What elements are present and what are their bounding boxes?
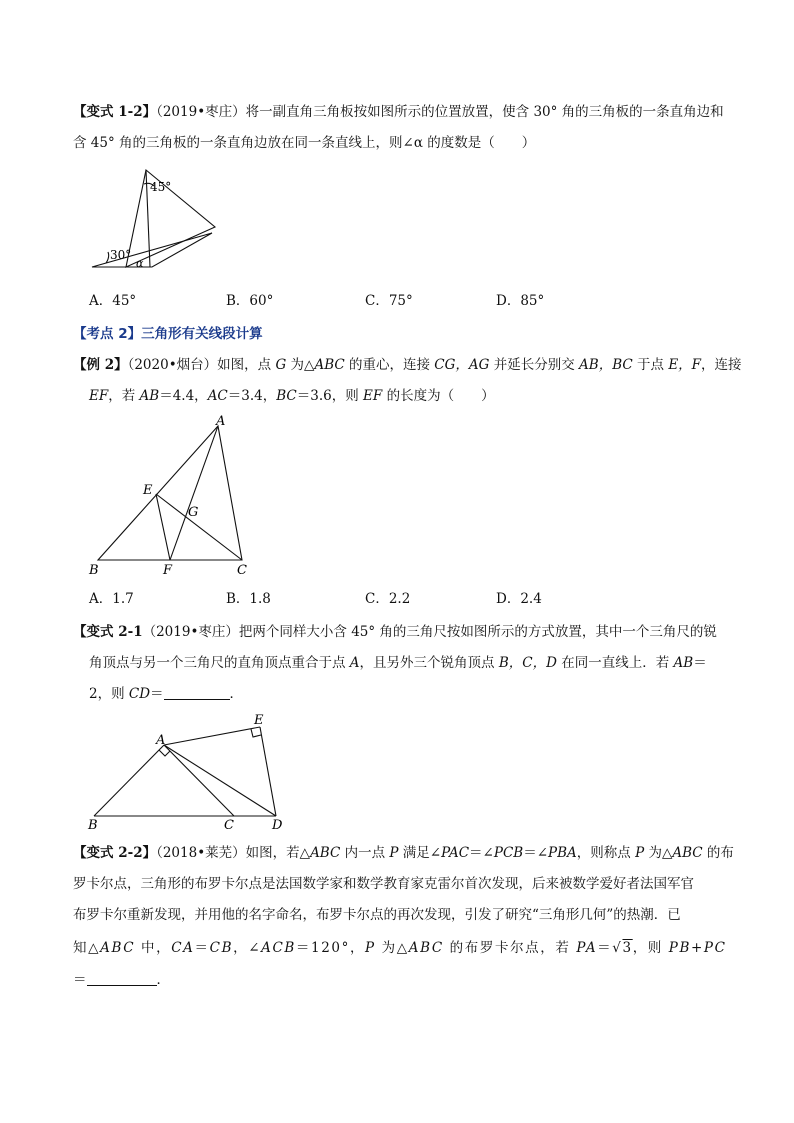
q22-source: （2018•莱芜）	[156, 845, 246, 861]
q21-segment-ac	[164, 745, 234, 816]
q1-line1	[73, 102, 753, 122]
q21-line2	[89, 653, 769, 673]
q22-line5	[73, 970, 753, 990]
ex2-var-bc: BC	[276, 388, 297, 404]
ex2-label-f: F	[163, 563, 173, 578]
kp2-title: 三角形有关线段计算	[141, 326, 263, 342]
q21-label-c: C	[224, 818, 234, 832]
ex2-text: ＝3.4，	[227, 388, 277, 404]
q22-text: 为△	[644, 845, 673, 861]
q1-label-45: 45°	[150, 180, 172, 194]
q22-text: ，∠	[233, 940, 262, 956]
q22-var: CA	[171, 940, 195, 956]
q1-text1: 将一副直角三角板按如图所示的位置放置，使含 30° 角的三角板的一条直角边和	[245, 104, 724, 120]
q22-var: ABC	[310, 845, 341, 861]
q22-text: ＝	[73, 972, 87, 988]
q21-segment-ae	[164, 727, 260, 745]
q21-text: ．	[229, 686, 244, 702]
ex2-var-abc: ABC	[314, 357, 345, 373]
q21-segment-ab	[94, 745, 164, 816]
q1-line2	[73, 133, 753, 153]
q22-text: 罗卡尔点，三角形的布罗卡尔点是法国数学家和数学教育家克雷尔首次发现，后来被数学爱好者法国军官	[73, 876, 694, 892]
ex2-choice-d[interactable]: D．2.4	[496, 591, 542, 607]
ex2-label-a: A	[216, 414, 226, 429]
q22-line4	[73, 938, 753, 958]
q21-text: 角顶点与另一个三角尺的直角顶点重合于点	[89, 655, 350, 671]
q22-answer-blank[interactable]	[87, 971, 157, 986]
ex2-text: 于点	[632, 357, 669, 373]
ex2-text: ，连接	[701, 357, 742, 373]
ex2-text: 的长度为（ ）	[382, 388, 495, 404]
q21-var-cd: CD	[128, 686, 151, 702]
q22-text: 知△	[73, 940, 101, 956]
q22-text: 的布	[702, 845, 734, 861]
q1-label-alpha: α	[136, 257, 144, 270]
q1-text2: 含 45° 角的三角板的一条直角边放在同一条直线上，则∠α 的度数是（ ）	[73, 135, 536, 151]
ex2-var-ef: EF	[363, 388, 383, 404]
q22-var: P	[635, 845, 645, 861]
q22-line1	[73, 843, 753, 863]
ex2-choice-c[interactable]: C．2.2	[365, 591, 411, 607]
q1-choice-a[interactable]: A．45°	[89, 293, 137, 309]
q21-right-angle-a	[159, 750, 170, 756]
q22-var: PBA	[548, 845, 577, 861]
q21-text: ＝	[150, 686, 164, 702]
q22-var: PB+PC	[668, 940, 727, 956]
q22-line2	[73, 874, 753, 894]
q22-sqrt-sign: √	[612, 940, 623, 956]
q1-tag: 【变式 1-2】	[73, 104, 157, 120]
q21-text: 2，则	[89, 686, 129, 702]
ex2-text: ＝4.4，	[159, 388, 208, 404]
ex2-var-g: G	[275, 357, 287, 373]
q22-line3	[73, 905, 753, 925]
q21-label-d: D	[272, 818, 283, 832]
q1-source: （2019•枣庄）	[156, 104, 246, 120]
q1-figure	[88, 164, 218, 272]
ex2-line1	[73, 355, 753, 375]
q21-right-angle-e	[251, 729, 261, 737]
q22-var: PAC	[441, 845, 470, 861]
q1-choice-c[interactable]: C．75°	[365, 293, 413, 309]
ex2-segment-af	[170, 426, 218, 560]
ex2-text: 为△	[286, 357, 315, 373]
ex2-label-g: G	[188, 505, 199, 520]
ex2-text: 如图，点	[217, 357, 276, 373]
q21-source: （2019•枣庄）	[142, 624, 239, 640]
q21-text: 把两个同样大小含 45° 角的三角尺按如图所示的方式放置，其中一个三角尺的锐	[238, 624, 717, 640]
q22-var: ABC	[672, 845, 703, 861]
q22-text: 中，	[135, 940, 172, 956]
q21-var-ab: AB	[673, 655, 694, 671]
q22-text: ，则称点	[576, 845, 636, 861]
ex2-choice-a[interactable]: A．1.7	[89, 591, 134, 607]
ex2-var-cg-ag: CG，AG	[434, 357, 490, 373]
ex2-text: 的重心，连接	[344, 357, 435, 373]
ex2-figure	[84, 412, 260, 580]
ex2-tag: 【例 2】	[73, 357, 128, 373]
q21-var-a: A	[349, 655, 360, 671]
ex2-var-ab: AB	[139, 388, 160, 404]
ex2-line2	[89, 386, 769, 406]
q22-text: ＝	[597, 940, 613, 956]
ex2-var-ab-bc: AB，BC	[579, 357, 633, 373]
kp2-heading	[73, 324, 753, 344]
q21-var-bcd: B，C，D	[498, 655, 557, 671]
kp2-tag: 【考点 2】	[73, 326, 142, 342]
q22-text: 的布罗卡尔点，若	[443, 940, 577, 956]
q1-label-30: 30°	[110, 248, 132, 262]
q1-choice-b[interactable]: B．60°	[226, 293, 274, 309]
ex2-label-b: B	[89, 563, 99, 578]
q22-var: PA	[576, 940, 598, 956]
q21-tag: 【变式 2-1	[73, 624, 143, 640]
q22-tag: 【变式 2-2】	[73, 845, 157, 861]
q22-text: 内一点	[340, 845, 390, 861]
q22-text: 为△	[375, 940, 409, 956]
q21-line1	[73, 622, 753, 642]
q22-sqrt-value: 3	[622, 940, 633, 956]
q22-var: ABC	[408, 940, 444, 956]
ex2-var-ac: AC	[207, 388, 228, 404]
q21-label-e: E	[254, 713, 264, 728]
q21-label-a: A	[156, 733, 166, 748]
ex2-label-e: E	[143, 483, 153, 498]
q21-answer-blank[interactable]	[164, 685, 230, 700]
ex2-triangle-abc	[98, 426, 242, 560]
q22-text: ＝120°，	[295, 940, 366, 956]
q22-text: ，则	[632, 940, 669, 956]
q1-angle-arc-30	[106, 252, 109, 263]
q22-var: ABC	[100, 940, 136, 956]
q22-text: 满足∠	[398, 845, 442, 861]
q22-var: P	[389, 845, 399, 861]
q22-text: 布罗卡尔重新发现，并用他的名字命名，布罗卡尔点的再次发现，引发了研究“三角形几何”的热潮．已	[73, 907, 681, 923]
ex2-text: ，若	[108, 388, 140, 404]
q21-text: 在同一直线上．若	[556, 655, 674, 671]
q22-var: CB	[209, 940, 234, 956]
ex2-var-ef: EF	[89, 388, 109, 404]
q21-text: ＝	[693, 655, 707, 671]
ex2-segment-ef	[156, 494, 170, 560]
ex2-choice-b[interactable]: B．1.8	[226, 591, 271, 607]
q1-choice-d[interactable]: D．85°	[496, 293, 545, 309]
ex2-segment-ce	[156, 494, 242, 560]
ex2-source: （2020•烟台）	[127, 357, 218, 373]
q22-text: 如图，若△	[245, 845, 311, 861]
q22-text: ＝∠	[469, 845, 494, 861]
q21-figure	[84, 710, 294, 832]
ex2-label-c: C	[237, 563, 247, 578]
q21-label-b: B	[88, 818, 98, 832]
q22-text: ＝	[194, 940, 210, 956]
ex2-var-ef: E，F	[668, 357, 702, 373]
q22-var: PCB	[493, 845, 524, 861]
q22-var: ACB	[261, 940, 296, 956]
ex2-text: ＝3.6，则	[296, 388, 364, 404]
q22-var: P	[365, 940, 376, 956]
q22-text: ＝∠	[523, 845, 549, 861]
ex2-text: 并延长分别交	[489, 357, 580, 373]
q21-segment-ed	[260, 727, 276, 816]
q21-text: ，且另外三个锐角顶点	[359, 655, 499, 671]
q21-segment-ad	[164, 745, 276, 816]
q21-line3	[89, 684, 769, 704]
q22-text: ．	[156, 972, 170, 988]
